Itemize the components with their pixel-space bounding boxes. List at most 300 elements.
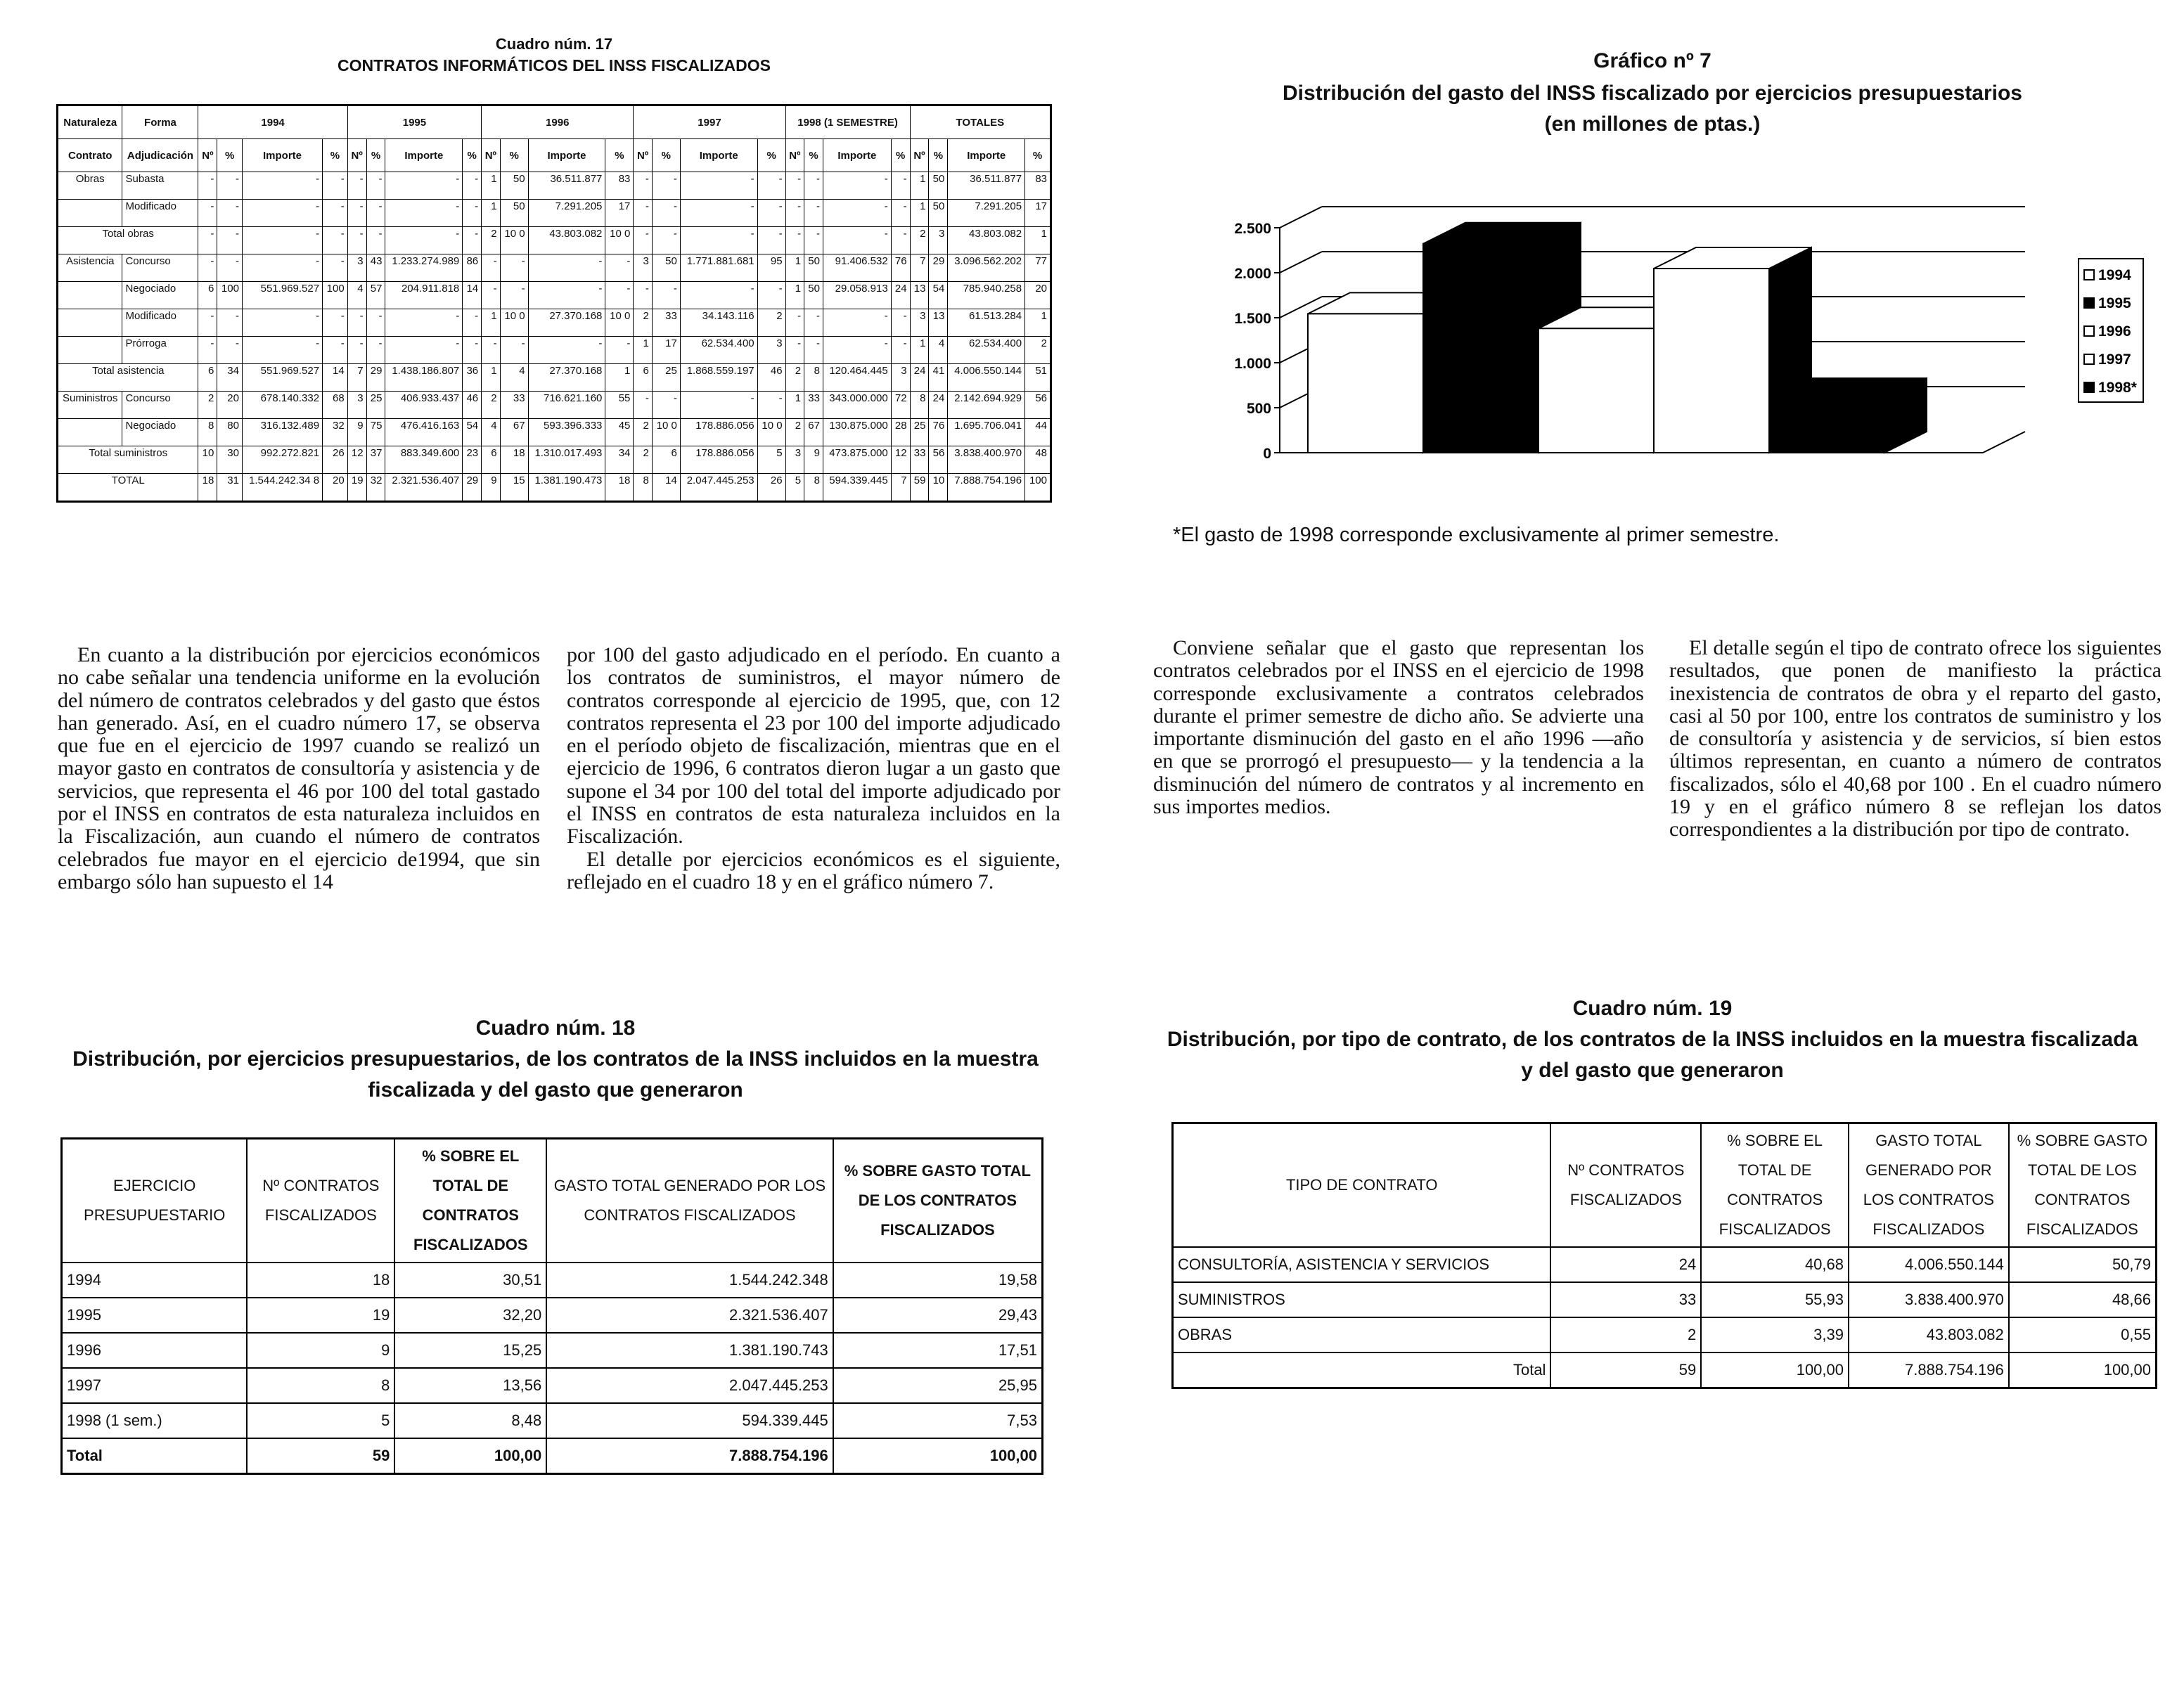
y-tick-label: 500 — [1246, 401, 1271, 417]
table-cell: 76 — [891, 254, 910, 282]
table-cell: 4 — [500, 364, 528, 392]
table-cell: 1.771.881.681 — [680, 254, 757, 282]
floor-edge — [1983, 432, 2025, 453]
table-cell: 50 — [500, 172, 528, 200]
cuadro17-title: CONTRATOS INFORMÁTICOS DEL INSS FISCALIZADOS — [338, 56, 771, 75]
table-cell: 1.438.186.807 — [385, 364, 463, 392]
legend-swatch — [2084, 270, 2094, 280]
table-cell: 1 — [1025, 309, 1051, 337]
table-cell: Subasta — [122, 172, 198, 200]
table-cell: - — [785, 309, 804, 337]
header-cell: 1994 — [198, 105, 347, 139]
legend-swatch — [2084, 326, 2094, 336]
table-cell: 33 — [910, 446, 929, 474]
table-cell: - — [528, 282, 605, 309]
table-cell: 2.321.536.407 — [546, 1298, 833, 1333]
table-cell: 55 — [605, 392, 634, 419]
header-cell: Nº — [347, 139, 366, 172]
header-cell: % — [323, 139, 348, 172]
table-cell: 7.888.754.196 — [546, 1438, 833, 1474]
table-cell: Negociado — [122, 282, 198, 309]
table-row — [62, 1263, 1043, 1298]
table-cell: - — [198, 227, 217, 254]
header-cell: % — [891, 139, 910, 172]
table-cell: Total — [1173, 1352, 1551, 1388]
table-cell: 29,43 — [833, 1298, 1043, 1333]
table-cell: 5 — [247, 1403, 394, 1438]
table-cell: - — [652, 282, 680, 309]
table-cell: 8 — [247, 1368, 394, 1403]
table-cell: 6 — [482, 446, 500, 474]
table-cell: - — [804, 172, 823, 200]
y-tick-label: 2.500 — [1234, 221, 1271, 237]
table-cell: 26 — [323, 446, 348, 474]
table-cell: 3 — [910, 309, 929, 337]
table-cell: 1.381.190.473 — [528, 474, 605, 502]
table-cell: 12 — [891, 446, 910, 474]
header-cell: Adjudicación — [122, 139, 198, 172]
table-cell: 2 — [785, 364, 804, 392]
table-cell: - — [785, 200, 804, 227]
text-column-2 — [567, 644, 1060, 893]
table-cell: 19,58 — [833, 1263, 1043, 1298]
table-cell: - — [785, 337, 804, 364]
table-cell: 2 — [482, 392, 500, 419]
table-cell — [58, 200, 122, 227]
table-row — [62, 1368, 1043, 1403]
table-cell: 23 — [463, 446, 482, 474]
table-cell: 75 — [366, 419, 385, 446]
table-cell: 473.875.000 — [823, 446, 891, 474]
table-cell: 3 — [785, 446, 804, 474]
table-cell: - — [680, 392, 757, 419]
table-cell: 1.695.706.041 — [948, 419, 1025, 446]
table-cell: - — [385, 227, 463, 254]
table-cell: - — [463, 227, 482, 254]
table-cell: Total asistencia — [58, 364, 198, 392]
bar-1994 — [1308, 314, 1423, 453]
header-cell: Nº — [482, 139, 500, 172]
table-cell: - — [217, 337, 243, 364]
table-cell: 8 — [804, 474, 823, 502]
table-cell: 13 — [910, 282, 929, 309]
table-cell: 1.310.017.493 — [528, 446, 605, 474]
table-cell: - — [757, 172, 785, 200]
table-cell: - — [528, 254, 605, 282]
table-cell: - — [323, 227, 348, 254]
y-tick-label: 2.000 — [1234, 266, 1271, 282]
table-cell: 10 — [198, 446, 217, 474]
table-cell: Prórroga — [122, 337, 198, 364]
table-cell: 1 — [910, 200, 929, 227]
header-cell: % SOBRE EL TOTAL DE CONTRATOS FISCALIZADOS — [394, 1139, 546, 1263]
header-cell: Nº — [910, 139, 929, 172]
table-cell: 9 — [804, 446, 823, 474]
table-cell: 32 — [323, 419, 348, 446]
table-cell: 2.142.694.929 — [948, 392, 1025, 419]
paragraph: En cuanto a la distribución por ejercicios económicos no cabe señalar una tendencia uniforme en la evolución del número de contratos celebrados y del gasto que éstos han generado. Así, en el cuadro número 17, se observa que fue en el ejercicio de 1997 cuando se realizó un mayor gasto en contratos de consultoría y asistencia y de servicios, que representa el 46 por 100 del total gastado por el INSS en contratos de esta naturaleza incluidos en la Fiscalización, aun cuando el número de contratos celebrados fue mayor en el ejercicio de1994, que sin embargo sólo han supuesto el 14 — [58, 643, 540, 893]
table-cell: 54 — [463, 419, 482, 446]
table-cell: 50 — [929, 172, 948, 200]
table-cell: OBRAS — [1173, 1317, 1551, 1352]
table-cell: Concurso — [122, 254, 198, 282]
table-cell: 7.291.205 — [528, 200, 605, 227]
table-row — [58, 474, 1051, 502]
header-cell: % — [366, 139, 385, 172]
header-cell: % SOBRE GASTO TOTAL DE LOS CONTRATOS FISCALIZADOS — [833, 1139, 1043, 1263]
table-cell: 9 — [482, 474, 500, 502]
table-cell: 14 — [323, 364, 348, 392]
header-cell: Contrato — [58, 139, 122, 172]
table-cell: - — [385, 172, 463, 200]
table-cell: 100 — [1025, 474, 1051, 502]
table-cell: 18 — [198, 474, 217, 502]
table-cell: SUMINISTROS — [1173, 1282, 1551, 1317]
table-cell: 15,25 — [394, 1333, 546, 1368]
cuadro18-title-line1: Distribución, por ejercicios presupuestarios, de los contratos de la INSS incluidos en la muestra — [72, 1047, 1039, 1071]
header-cell: Importe — [680, 139, 757, 172]
table-cell: 1996 — [62, 1333, 248, 1368]
table-cell: 10 0 — [605, 227, 634, 254]
table-cell: 1.544.242.348 — [546, 1263, 833, 1298]
header-cell: % — [463, 139, 482, 172]
table-cell: - — [891, 200, 910, 227]
table-cell: 594.339.445 — [546, 1403, 833, 1438]
table-cell: 7.888.754.196 — [948, 474, 1025, 502]
table-cell: - — [891, 309, 910, 337]
table-cell: 2.047.445.253 — [546, 1368, 833, 1403]
table-cell: 3 — [757, 337, 785, 364]
table-cell: - — [482, 254, 500, 282]
table-cell: - — [652, 200, 680, 227]
header-cell: 1995 — [347, 105, 481, 139]
text-column-4 — [1669, 637, 2161, 841]
header-cell: % — [652, 139, 680, 172]
table-cell: - — [242, 337, 322, 364]
legend-swatch — [2084, 382, 2094, 392]
table-cell: 91.406.532 — [823, 254, 891, 282]
header-cell: Importe — [948, 139, 1025, 172]
header-cell: % — [757, 139, 785, 172]
table-cell: 3 — [347, 392, 366, 419]
legend-label: 1995 — [2098, 295, 2131, 311]
table-cell: 4 — [347, 282, 366, 309]
table-cell: - — [366, 337, 385, 364]
table-cell: 2 — [1550, 1317, 1701, 1352]
table-cell: - — [323, 172, 348, 200]
table-cell: - — [217, 172, 243, 200]
table-cell: - — [680, 282, 757, 309]
table-cell: 1 — [785, 282, 804, 309]
table-cell: 1 — [482, 200, 500, 227]
table-cell: 2 — [198, 392, 217, 419]
table-cell: 7.291.205 — [948, 200, 1025, 227]
table-cell — [58, 282, 122, 309]
table-cell: 25 — [366, 392, 385, 419]
table-cell: 18 — [500, 446, 528, 474]
table-row — [58, 392, 1051, 419]
table-cell: 30 — [217, 446, 243, 474]
table-cell: 59 — [1550, 1352, 1701, 1388]
table-cell: - — [605, 254, 634, 282]
table-cell: 10 — [929, 474, 948, 502]
table-cell: 30,51 — [394, 1263, 546, 1298]
table-cell: 20 — [323, 474, 348, 502]
table-cell: - — [757, 227, 785, 254]
table-cell: 76 — [929, 419, 948, 446]
table-cell: - — [680, 172, 757, 200]
table-cell: 3.838.400.970 — [948, 446, 1025, 474]
table-cell: - — [634, 392, 652, 419]
table-cell: 27.370.168 — [528, 364, 605, 392]
table-cell: 2 — [910, 227, 929, 254]
table-cell: 17 — [652, 337, 680, 364]
bar-1995 — [1423, 244, 1539, 453]
table-cell: 59 — [910, 474, 929, 502]
table-cell: - — [463, 309, 482, 337]
cuadro17-table — [56, 104, 1052, 503]
table-cell: - — [323, 200, 348, 227]
table-cell: - — [823, 337, 891, 364]
table-row — [58, 364, 1051, 392]
table-cell: - — [366, 309, 385, 337]
table-cell: - — [500, 254, 528, 282]
table-cell: 83 — [605, 172, 634, 200]
table-cell: 100,00 — [2009, 1352, 2157, 1388]
table-cell: 29 — [929, 254, 948, 282]
header-cell: Naturaleza — [58, 105, 122, 139]
table-cell: 50 — [652, 254, 680, 282]
table-cell: 8 — [804, 364, 823, 392]
legend-label: 1996 — [2098, 323, 2131, 340]
table-cell: - — [823, 227, 891, 254]
table-cell: 55,93 — [1701, 1282, 1849, 1317]
table-cell: 29.058.913 — [823, 282, 891, 309]
table-cell: 24 — [891, 282, 910, 309]
table-cell: 15 — [500, 474, 528, 502]
table-cell: 2.047.445.253 — [680, 474, 757, 502]
table-cell: 14 — [652, 474, 680, 502]
table-cell: 43.803.082 — [948, 227, 1025, 254]
y-tick-label: 1.000 — [1234, 356, 1271, 372]
table-cell: 67 — [804, 419, 823, 446]
table-cell: - — [652, 392, 680, 419]
table-cell: 24 — [910, 364, 929, 392]
table-cell: 6 — [198, 282, 217, 309]
table-cell: 14 — [463, 282, 482, 309]
table-cell: 593.396.333 — [528, 419, 605, 446]
table-cell: 992.272.821 — [242, 446, 322, 474]
table-cell: Total — [62, 1438, 248, 1474]
table-cell: 6 — [652, 446, 680, 474]
table-cell: Modificado — [122, 309, 198, 337]
table-row — [62, 1333, 1043, 1368]
table-row — [58, 282, 1051, 309]
legend-swatch — [2084, 354, 2094, 364]
table-cell: 68 — [323, 392, 348, 419]
table-cell: 20 — [1025, 282, 1051, 309]
table-cell: 1 — [482, 364, 500, 392]
table-cell: - — [347, 200, 366, 227]
table-cell: - — [634, 172, 652, 200]
header-cell: TIPO DE CONTRATO — [1173, 1123, 1551, 1248]
table-cell: - — [605, 337, 634, 364]
table-cell: 8 — [198, 419, 217, 446]
table-cell: 100,00 — [833, 1438, 1043, 1474]
table-cell: 5 — [757, 446, 785, 474]
table-cell: 36.511.877 — [528, 172, 605, 200]
cuadro19-number: Cuadro núm. 19 — [1572, 997, 1733, 1020]
table-cell: 34.143.116 — [680, 309, 757, 337]
table-cell: 1 — [910, 337, 929, 364]
table-cell: - — [652, 227, 680, 254]
table-cell: - — [217, 309, 243, 337]
paragraph: Conviene señalar que el gasto que representan los contratos celebrados por el INSS en el ejercicio de 1998 corresponde exclusivamente a contratos celebrados durante el primer semestre de dicho año. Se advierte una importante disminución del gasto en el año 1996 —año en que se prorrogó el presupuesto— y la tendencia a la disminución del número de contratos y al incremento en sus importes medios. — [1153, 636, 1644, 819]
table-cell: 50 — [500, 200, 528, 227]
cuadro18-number: Cuadro núm. 18 — [475, 1016, 636, 1040]
table-cell: 33 — [1550, 1282, 1701, 1317]
table-row — [62, 1403, 1043, 1438]
table-cell: 45 — [605, 419, 634, 446]
table-cell: - — [347, 309, 366, 337]
table-row — [62, 1298, 1043, 1333]
table-cell: - — [217, 254, 243, 282]
table-cell: - — [757, 392, 785, 419]
table-cell: Modificado — [122, 200, 198, 227]
table-cell: - — [366, 227, 385, 254]
header-cell: Importe — [242, 139, 322, 172]
table-cell: 12 — [347, 446, 366, 474]
header-row — [58, 105, 1051, 139]
table-cell: - — [500, 337, 528, 364]
table-cell: 1995 — [62, 1298, 248, 1333]
header-cell: Importe — [528, 139, 605, 172]
table-cell: 59 — [247, 1438, 394, 1474]
table-cell: 594.339.445 — [823, 474, 891, 502]
text-column-1 — [58, 644, 540, 893]
table-cell: - — [323, 254, 348, 282]
table-cell: 3.096.562.202 — [948, 254, 1025, 282]
header-row — [1173, 1123, 2157, 1248]
table-cell: 100,00 — [1701, 1352, 1849, 1388]
header-cell: 1997 — [634, 105, 785, 139]
table-cell: - — [891, 337, 910, 364]
header-cell: % — [217, 139, 243, 172]
table-cell: 120.464.445 — [823, 364, 891, 392]
grafico7-chart — [1195, 197, 2152, 492]
table-cell: 54 — [929, 282, 948, 309]
table-cell: 1 — [785, 392, 804, 419]
table-cell: 67 — [500, 419, 528, 446]
table-cell: 34 — [217, 364, 243, 392]
table-cell: 678.140.332 — [242, 392, 322, 419]
table-cell: - — [385, 309, 463, 337]
table-cell: - — [463, 172, 482, 200]
table-cell: 36 — [463, 364, 482, 392]
table-cell: - — [323, 337, 348, 364]
bar-1996 — [1539, 328, 1654, 453]
table-cell: 20 — [217, 392, 243, 419]
table-cell: Concurso — [122, 392, 198, 419]
table-cell: 95 — [757, 254, 785, 282]
table-cell: 1 — [634, 337, 652, 364]
table-cell: - — [347, 172, 366, 200]
table-cell: 2 — [785, 419, 804, 446]
legend-label: 1997 — [2098, 351, 2131, 368]
table-cell: 61.513.284 — [948, 309, 1025, 337]
table-cell: 18 — [247, 1263, 394, 1298]
table-cell: 33 — [652, 309, 680, 337]
table-cell: - — [605, 282, 634, 309]
table-cell: 4.006.550.144 — [948, 364, 1025, 392]
table-cell: - — [217, 200, 243, 227]
table-cell: 50 — [929, 200, 948, 227]
table-cell: 24 — [1550, 1247, 1701, 1282]
paragraph: El detalle según el tipo de contrato ofrece los siguientes resultados, que ponen de manifiesto la práctica inexistencia de contratos de obra y el reparto del gasto, casi al 50 por 100, entre los contratos de suministro y los de consultoría y asistencia y de servicios, sí bien estos últimos representan, en cuanto a número de contratos fiscalizados, sólo el 40,68 por 100 . En el cuadro número 19 y en el gráfico número 8 se reflejan los datos correspondientes a la distribución por tipo de contrato. — [1669, 636, 2161, 841]
table-row — [58, 309, 1051, 337]
paragraph: por 100 del gasto adjudicado en el período. En cuanto a los contratos de suministros, el mayor número de contratos corresponde al ejercicio de 1995, que, con 12 contratos representa el 23 por 100 del importe adjudicado en el período objeto de fiscalización, mientras que en el ejercicio de 1996, 6 contratos dieron lugar a un gasto que supone el 34 por 100 del total del importe adjudicado por el INSS en contratos de esta naturaleza incluidos en la Fiscalización. — [567, 643, 1060, 848]
table-cell: - — [634, 282, 652, 309]
cuadro17-number: Cuadro núm. 17 — [495, 35, 613, 53]
table-cell: 25,95 — [833, 1368, 1043, 1403]
table-cell: 100,00 — [394, 1438, 546, 1474]
table-cell: Obras — [58, 172, 122, 200]
table-cell — [58, 309, 122, 337]
grafico7-subtitle: (en millones de ptas.) — [1544, 112, 1761, 136]
table-row — [58, 446, 1051, 474]
table-cell: 46 — [463, 392, 482, 419]
table-cell: - — [804, 200, 823, 227]
header-cell: % — [500, 139, 528, 172]
table-cell: 44 — [1025, 419, 1051, 446]
table-cell: Suministros — [58, 392, 122, 419]
table-cell: 406.933.437 — [385, 392, 463, 419]
table-cell: 1.544.242.34 8 — [242, 474, 322, 502]
table-cell: 13,56 — [394, 1368, 546, 1403]
table-cell: 50 — [804, 254, 823, 282]
total-row — [1173, 1352, 2157, 1388]
table-cell — [58, 337, 122, 364]
header-cell: EJERCICIO PRESUPUESTARIO — [62, 1139, 248, 1263]
table-cell: Asistencia — [58, 254, 122, 282]
total-row — [62, 1438, 1043, 1474]
table-cell: 10 0 — [605, 309, 634, 337]
table-cell: 6 — [198, 364, 217, 392]
table-cell: 100 — [323, 282, 348, 309]
table-cell: 72 — [891, 392, 910, 419]
cuadro18-table — [60, 1137, 1043, 1475]
table-cell: 8,48 — [394, 1403, 546, 1438]
table-cell: 56 — [1025, 392, 1051, 419]
table-cell: 29 — [463, 474, 482, 502]
table-cell: Total obras — [58, 227, 198, 254]
table-cell: 57 — [366, 282, 385, 309]
table-cell: - — [385, 200, 463, 227]
header-cell: Nº CONTRATOS FISCALIZADOS — [1550, 1123, 1701, 1248]
table-cell: - — [198, 337, 217, 364]
table-cell: 4.006.550.144 — [1849, 1247, 2009, 1282]
header-row — [58, 139, 1051, 172]
table-cell: - — [198, 200, 217, 227]
table-cell: 3 — [891, 364, 910, 392]
table-cell: 50 — [804, 282, 823, 309]
table-cell: 7.888.754.196 — [1849, 1352, 2009, 1388]
gridline-diagonal — [1280, 252, 1322, 273]
table-cell: - — [785, 227, 804, 254]
table-cell: - — [804, 337, 823, 364]
table-cell: 7 — [910, 254, 929, 282]
table-cell: - — [785, 172, 804, 200]
